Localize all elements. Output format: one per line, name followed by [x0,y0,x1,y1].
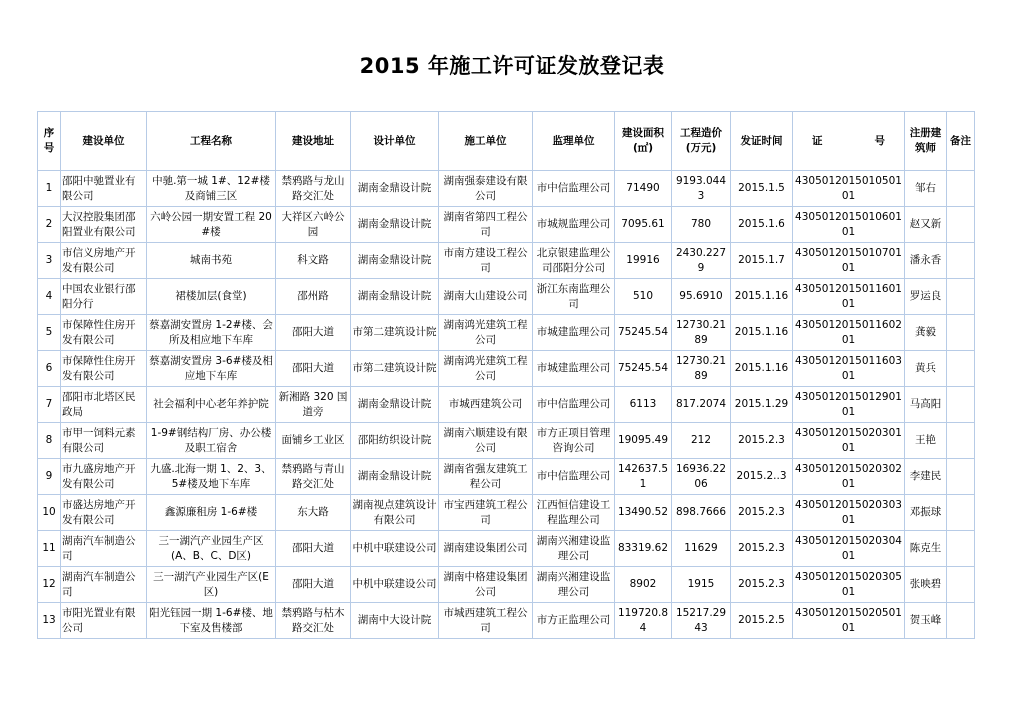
cell-remark [947,171,975,207]
cell-date: 2015.2..3 [731,459,793,495]
cell-address: 邵阳大道 [276,315,351,351]
table-row [38,459,975,495]
cell-supervisor: 市中信监理公司 [533,171,615,207]
cell-designer: 湖南视点建筑设计有限公司 [351,495,439,531]
cell-cost: 95.6910 [672,279,731,315]
cell-cert: 430501201501290101 [793,387,905,423]
cell-cert: 430501201502030401 [793,531,905,567]
cell-date: 2015.2.3 [731,495,793,531]
cell-seq: 10 [38,495,61,531]
cell-area: 75245.54 [615,351,672,387]
cell-remark [947,459,975,495]
cell-builder: 市盛达房地产开发有限公司 [61,495,147,531]
cell-builder: 邵阳市北塔区民政局 [61,387,147,423]
cell-date: 2015.1.7 [731,243,793,279]
header-date: 发证时间 [731,112,793,171]
header-address: 建设地址 [276,112,351,171]
cell-architect: 龚毅 [905,315,947,351]
cell-supervisor: 市中信监理公司 [533,387,615,423]
cell-project: 裙楼加层(食堂) [147,279,276,315]
cell-constructor: 湖南六顺建设有限公司 [439,423,533,459]
cell-supervisor: 湖南兴湘建设监理公司 [533,567,615,603]
cell-area: 75245.54 [615,315,672,351]
cell-designer: 湖南金鼎设计院 [351,207,439,243]
cell-project: 阳光钰园一期 1-6#楼、地下室及售楼部 [147,603,276,639]
cell-designer: 邵阳纺织设计院 [351,423,439,459]
cell-area: 19095.49 [615,423,672,459]
table-row [38,243,975,279]
cell-cert: 430501201502030301 [793,495,905,531]
header-supervisor: 监理单位 [533,112,615,171]
cell-architect: 邓振球 [905,495,947,531]
cell-project: 三一湖汽产业园生产区(A、B、C、D区) [147,531,276,567]
cell-cost: 9193.0443 [672,171,731,207]
cell-supervisor: 市城建监理公司 [533,351,615,387]
cell-address: 面铺乡工业区 [276,423,351,459]
cell-project: 社会福利中心老年养护院 [147,387,276,423]
cell-remark [947,243,975,279]
cell-architect: 邹右 [905,171,947,207]
cell-builder: 市阳光置业有限公司 [61,603,147,639]
cell-builder: 市九盛房地产开发有限公司 [61,459,147,495]
cell-project: 蔡嘉湖安置房 3-6#楼及相应地下车库 [147,351,276,387]
header-cost: 工程造价 (万元) [672,112,731,171]
table-row [38,603,975,639]
cell-constructor: 湖南省第四工程公司 [439,207,533,243]
cell-constructor: 湖南省强友建筑工程公司 [439,459,533,495]
cell-builder: 湖南汽车制造公司 [61,531,147,567]
cell-area: 7095.61 [615,207,672,243]
table-row [38,495,975,531]
table-row [38,207,975,243]
cell-constructor: 湖南中格建设集团公司 [439,567,533,603]
cell-designer: 中机中联建设公司 [351,567,439,603]
cell-constructor: 湖南建设集团公司 [439,531,533,567]
cell-seq: 11 [38,531,61,567]
cell-address: 东大路 [276,495,351,531]
cell-supervisor: 江西恒信建设工程监理公司 [533,495,615,531]
cell-seq: 4 [38,279,61,315]
cell-cert: 430501201501060101 [793,207,905,243]
cell-constructor: 市南方建设工程公司 [439,243,533,279]
header-builder: 建设单位 [61,112,147,171]
cell-cost: 12730.2189 [672,315,731,351]
cell-remark [947,351,975,387]
header-cert: 证 号 [793,112,905,171]
cell-cost: 15217.2943 [672,603,731,639]
page-title: 2015 年施工许可证发放登记表 [359,54,665,78]
cell-area: 510 [615,279,672,315]
cell-area: 13490.52 [615,495,672,531]
cell-area: 119720.84 [615,603,672,639]
cell-cert: 430501201502030501 [793,567,905,603]
cell-remark [947,279,975,315]
cell-constructor: 湖南大山建设公司 [439,279,533,315]
header-project: 工程名称 [147,112,276,171]
cell-address: 邵阳大道 [276,531,351,567]
cell-cost: 817.2074 [672,387,731,423]
cell-date: 2015.2.5 [731,603,793,639]
table-row [38,423,975,459]
cell-area: 6113 [615,387,672,423]
cell-address: 禁鸦路与龙山路交汇处 [276,171,351,207]
cell-cost: 2430.2279 [672,243,731,279]
cell-builder: 邵阳中驰置业有限公司 [61,171,147,207]
cell-constructor: 湖南鸿光建筑工程公司 [439,315,533,351]
cell-builder: 湖南汽车制造公司 [61,567,147,603]
cell-builder: 市甲一饲料元素有限公司 [61,423,147,459]
cell-architect: 马高阳 [905,387,947,423]
cell-cert: 430501201502030201 [793,459,905,495]
cell-constructor: 湖南鸿光建筑工程公司 [439,351,533,387]
cell-architect: 贺玉峰 [905,603,947,639]
cell-project: 1-9#钢结构厂房、办公楼及职工宿舍 [147,423,276,459]
cell-designer: 湖南金鼎设计院 [351,459,439,495]
cell-address: 禁鸦路与青山路交汇处 [276,459,351,495]
table-row [38,315,975,351]
cell-date: 2015.1.16 [731,279,793,315]
cell-cert: 430501201501050101 [793,171,905,207]
cell-builder: 市保障性住房开发有限公司 [61,315,147,351]
cell-designer: 市第二建筑设计院 [351,315,439,351]
cell-builder: 大汉控股集团邵阳置业有限公司 [61,207,147,243]
cell-cost: 11629 [672,531,731,567]
cell-address: 大祥区六岭公园 [276,207,351,243]
cell-remark [947,315,975,351]
cell-seq: 1 [38,171,61,207]
table-row [38,387,975,423]
cell-area: 19916 [615,243,672,279]
cell-date: 2015.2.3 [731,531,793,567]
permit-register-table [37,111,975,639]
cell-seq: 12 [38,567,61,603]
cell-supervisor: 市中信监理公司 [533,459,615,495]
cell-architect: 赵又新 [905,207,947,243]
cell-architect: 王艳 [905,423,947,459]
cell-cost: 212 [672,423,731,459]
cell-date: 2015.1.29 [731,387,793,423]
cell-builder: 市保障性住房开发有限公司 [61,351,147,387]
header-designer: 设计单位 [351,112,439,171]
header-seq: 序 号 [38,112,61,171]
cell-constructor: 市宝西建筑工程公司 [439,495,533,531]
cell-architect: 张映碧 [905,567,947,603]
cell-supervisor: 市方正监理公司 [533,603,615,639]
cell-address: 禁鸦路与枯木路交汇处 [276,603,351,639]
cell-remark [947,531,975,567]
cell-designer: 湖南金鼎设计院 [351,279,439,315]
header-row [38,112,975,171]
cell-address: 邵阳大道 [276,567,351,603]
table-row [38,351,975,387]
cell-cost: 12730.2189 [672,351,731,387]
cell-date: 2015.1.16 [731,351,793,387]
cell-supervisor: 湖南兴湘建设监理公司 [533,531,615,567]
cell-designer: 湖南中大设计院 [351,603,439,639]
cell-cert: 430501201501160101 [793,279,905,315]
cell-supervisor: 市方正项目管理咨询公司 [533,423,615,459]
cell-cert: 430501201502050101 [793,603,905,639]
cell-address: 邵阳大道 [276,351,351,387]
cell-cost: 1915 [672,567,731,603]
cell-address: 邵州路 [276,279,351,315]
cell-cert: 430501201502030101 [793,423,905,459]
cell-cert: 430501201501160201 [793,315,905,351]
cell-constructor: 湖南强泰建设有限公司 [439,171,533,207]
cell-cost: 16936.2206 [672,459,731,495]
cell-seq: 7 [38,387,61,423]
cell-designer: 湖南金鼎设计院 [351,243,439,279]
cell-designer: 中机中联建设公司 [351,531,439,567]
cell-project: 城南书苑 [147,243,276,279]
header-constructor: 施工单位 [439,112,533,171]
cell-architect: 黄兵 [905,351,947,387]
cell-seq: 6 [38,351,61,387]
cell-cert: 430501201501160301 [793,351,905,387]
cell-project: 六岭公园一期安置工程 20#楼 [147,207,276,243]
table-row [38,567,975,603]
cell-constructor: 市城西建筑公司 [439,387,533,423]
cell-cert: 430501201501070101 [793,243,905,279]
cell-seq: 8 [38,423,61,459]
cell-designer: 市第二建筑设计院 [351,351,439,387]
cell-project: 鑫源廉租房 1-6#楼 [147,495,276,531]
cell-date: 2015.2.3 [731,567,793,603]
cell-date: 2015.1.16 [731,315,793,351]
header-architect: 注册建 筑师 [905,112,947,171]
cell-date: 2015.2.3 [731,423,793,459]
cell-address: 新湘路 320 国道旁 [276,387,351,423]
table-row [38,279,975,315]
cell-date: 2015.1.5 [731,171,793,207]
cell-seq: 5 [38,315,61,351]
cell-address: 科文路 [276,243,351,279]
cell-designer: 湖南金鼎设计院 [351,387,439,423]
cell-remark [947,495,975,531]
cell-area: 71490 [615,171,672,207]
cell-remark [947,423,975,459]
cell-supervisor: 北京银建监理公司邵阳分公司 [533,243,615,279]
header-area: 建设面积 (㎡) [615,112,672,171]
cell-architect: 潘永香 [905,243,947,279]
header-remark: 备注 [947,112,975,171]
cell-area: 83319.62 [615,531,672,567]
cell-project: 中驰.第一城 1#、12#楼及商铺三区 [147,171,276,207]
cell-architect: 罗运良 [905,279,947,315]
cell-cost: 780 [672,207,731,243]
cell-seq: 2 [38,207,61,243]
table-row [38,531,975,567]
cell-architect: 陈克生 [905,531,947,567]
cell-remark [947,567,975,603]
cell-area: 8902 [615,567,672,603]
cell-designer: 湖南金鼎设计院 [351,171,439,207]
cell-supervisor: 市城规监理公司 [533,207,615,243]
cell-architect: 李建民 [905,459,947,495]
cell-remark [947,207,975,243]
cell-seq: 9 [38,459,61,495]
cell-project: 三一湖汽产业园生产区(E区) [147,567,276,603]
table-row [38,171,975,207]
cell-remark [947,387,975,423]
cell-date: 2015.1.6 [731,207,793,243]
cell-project: 蔡嘉湖安置房 1-2#楼、会所及相应地下车库 [147,315,276,351]
cell-project: 九盛.北海一期 1、2、3、5#楼及地下车库 [147,459,276,495]
cell-supervisor: 浙江东南监理公司 [533,279,615,315]
cell-builder: 中国农业银行邵阳分行 [61,279,147,315]
cell-builder: 市信义房地产开发有限公司 [61,243,147,279]
cell-seq: 3 [38,243,61,279]
cell-remark [947,603,975,639]
cell-area: 142637.51 [615,459,672,495]
cell-constructor: 市城西建筑工程公司 [439,603,533,639]
cell-cost: 898.7666 [672,495,731,531]
cell-supervisor: 市城建监理公司 [533,315,615,351]
cell-seq: 13 [38,603,61,639]
